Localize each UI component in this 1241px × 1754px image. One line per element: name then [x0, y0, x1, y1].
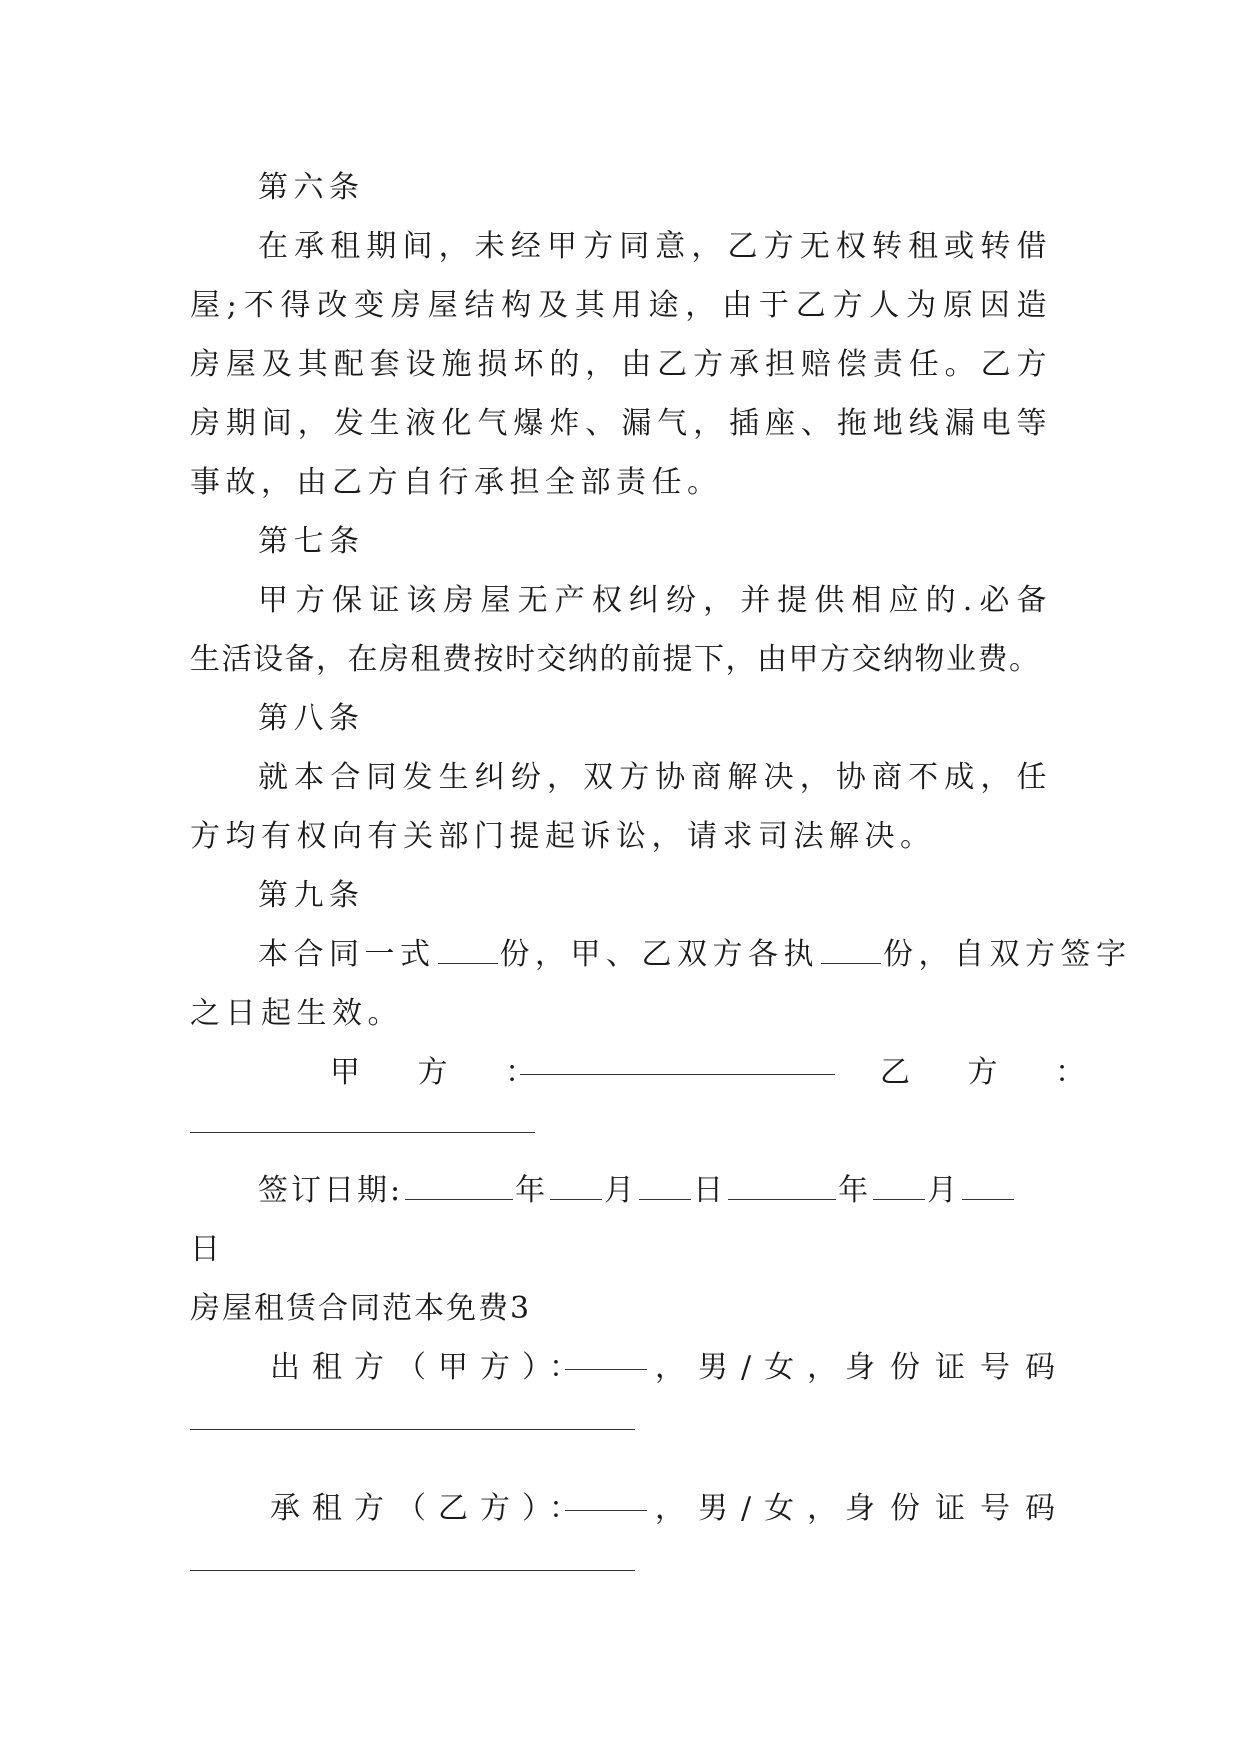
article-9-heading: 第九条: [258, 878, 365, 913]
year-label-b: 年: [838, 1173, 872, 1208]
party-b-signature-rule[interactable]: [190, 1102, 1052, 1161]
month-label-a: 月: [604, 1173, 638, 1208]
article-6-heading: 第六条: [258, 170, 365, 205]
article-8-line-2: 方均有权向有关部门提起诉讼，请求司法解决。: [190, 819, 936, 854]
lessee-label: 承租方（乙方）：: [270, 1491, 591, 1526]
party-a-label: 甲 方 ：: [330, 1055, 560, 1090]
lessee-id-label: 身份证号码: [845, 1491, 1070, 1526]
year-blank-a[interactable]: [405, 1171, 513, 1200]
party-b-label: 乙 方 ：: [880, 1055, 1110, 1090]
lessor-line: [190, 1338, 1070, 1397]
article-7-line-2: 生活设备，在房租费按时交纳的前提下，由甲方交纳物业费。: [190, 642, 1041, 677]
day-label-a: 日: [693, 1173, 727, 1208]
lessee-id-blank[interactable]: [190, 1570, 635, 1571]
article-9-text-3: 份，自双方签字: [883, 937, 1132, 972]
article-9-line-1: [190, 925, 1132, 984]
lessor-gender: ，男/女，: [655, 1350, 851, 1385]
lessee-name-blank[interactable]: [565, 1482, 647, 1511]
sign-date-label: 签订日期:: [258, 1173, 404, 1208]
lessor-label: 出租方（甲方）：: [270, 1350, 591, 1385]
article-6-line-1: 在承租期间，未经甲方同意，乙方无权转租或转借: [258, 229, 1052, 264]
article-7-line-1: 甲方保证该房屋无产权纠纷，并提供相应的.必备: [258, 583, 1052, 618]
month-blank-a[interactable]: [550, 1171, 602, 1200]
article-6-line-5: 事故，由乙方自行承担全部责任。: [190, 465, 723, 500]
lessee-id-rule[interactable]: [190, 1538, 1052, 1596]
signature-line: [190, 1043, 1110, 1102]
article-8-line-1: 就本合同发生纠纷，双方协商解决，协商不成，任: [258, 760, 1052, 795]
year-blank-b[interactable]: [728, 1171, 836, 1200]
article-9-text-1: 本合同一式: [258, 937, 436, 972]
article-6-line-3: 房屋及其配套设施损坏的，由乙方承担赔偿责任。乙方: [190, 347, 1052, 382]
sign-date-line: [190, 1161, 1052, 1220]
lessee-line: [190, 1479, 1070, 1538]
lessor-name-blank[interactable]: [565, 1341, 647, 1370]
document-page: [190, 158, 1132, 1596]
lessor-id-rule[interactable]: [190, 1397, 1052, 1455]
article-6-line-4: 房期间，发生液化气爆炸、漏气，插座、拖地线漏电等: [190, 406, 1052, 441]
month-blank-b[interactable]: [873, 1171, 925, 1200]
article-8-heading: 第八条: [258, 701, 365, 736]
article-7-heading: 第七条: [258, 524, 365, 559]
month-label-b: 月: [927, 1173, 961, 1208]
lessor-id-label: 身份证号码: [845, 1350, 1070, 1385]
year-label-a: 年: [515, 1173, 549, 1208]
lessor-id-blank[interactable]: [190, 1429, 635, 1430]
lessee-gender: ，男/女，: [655, 1491, 851, 1526]
contract-3-title: 房屋租赁合同范本免费3: [190, 1291, 532, 1326]
day-blank-b[interactable]: [962, 1171, 1014, 1200]
copies-total-blank[interactable]: [438, 935, 498, 964]
day-blank-a[interactable]: [639, 1171, 691, 1200]
article-9-text-2: 份，甲、乙双方各执: [499, 937, 819, 972]
article-9-line-2: 之日起生效。: [190, 996, 403, 1031]
party-b-signature-blank[interactable]: [190, 1132, 535, 1133]
party-a-signature-blank[interactable]: [520, 1046, 835, 1075]
article-6-line-2: 屋;不得改变房屋结构及其用途，由于乙方人为原因造: [190, 288, 1052, 323]
day-label-b: 日: [190, 1232, 226, 1267]
copies-each-blank[interactable]: [821, 935, 881, 964]
